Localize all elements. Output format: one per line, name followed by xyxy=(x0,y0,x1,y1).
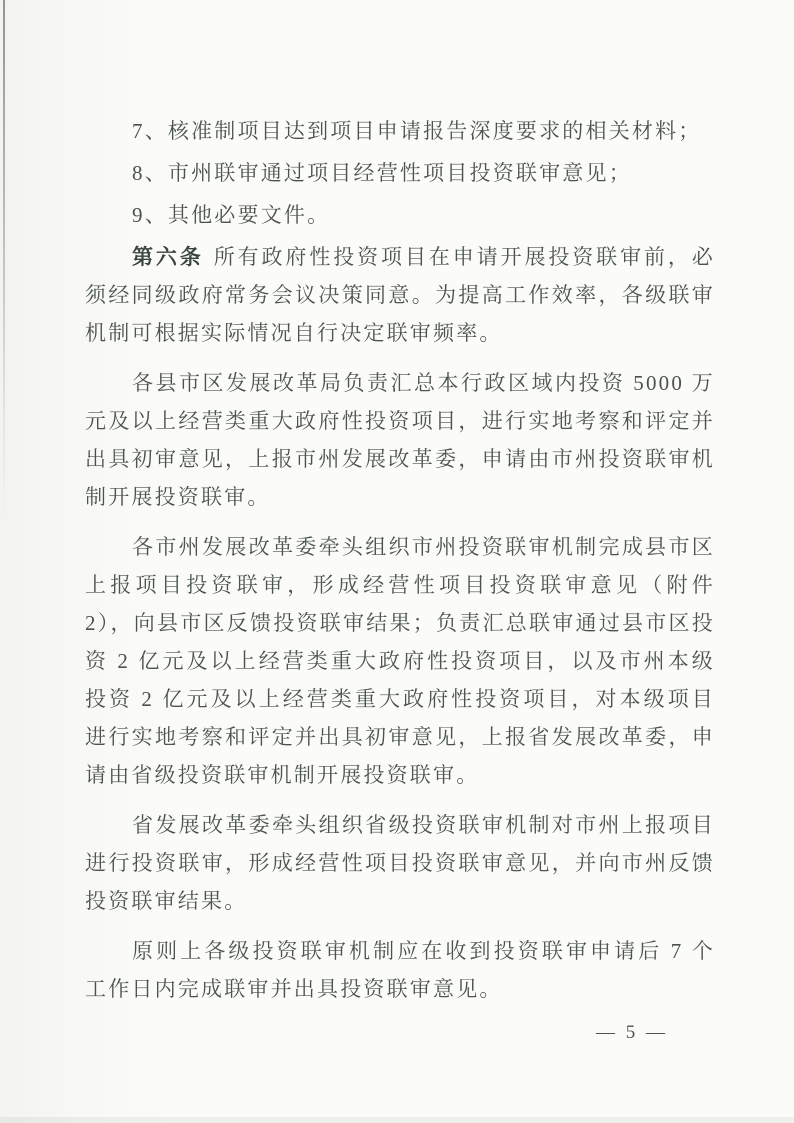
list-item-7: 7、核准制项目达到项目申请报告深度要求的相关材料； xyxy=(132,119,702,143)
body-paragraph-county-level: 各县市区发展改革局负责汇总本行政区域内投资 5000 万元及以上经营类重大政府性投资项目，进行实地考察和评定并出具初审意见，上报市州发展改革委，申请由市州投资联审机制开展投资联审。 xyxy=(85,371,715,509)
scan-bottom-artifact xyxy=(0,1117,794,1123)
article-6-paragraph xyxy=(85,238,715,352)
article-6-number: 第六条 xyxy=(132,245,204,269)
page-content xyxy=(85,112,715,1020)
body-paragraph-province-level: 省发展改革委牵头组织省级投资联审机制对市州上报项目进行投资联审，形成经营性项目投资联审意见，并向市州反馈投资联审结果。 xyxy=(85,813,715,913)
body-paragraph-time-limit: 原则上各级投资联审机制应在收到投资联审申请后 7 个工作日内完成联审并出具投资联审意见。 xyxy=(85,939,715,1001)
list-item-8: 8、市州联审通过项目经营性项目投资联审意见； xyxy=(132,161,632,185)
article-6-text: 所有政府性投资项目在申请开展投资联审前，必须经同级政府常务会议决策同意。为提高工作效率，各级联审机制可根据实际情况自行决定联审频率。 xyxy=(85,245,715,345)
list-item-9: 9、其他必要文件。 xyxy=(132,203,331,227)
body-paragraph-city-level: 各市州发展改革委牵头组织市州投资联审机制完成县市区上报项目投资联审，形成经营性项目投资联审意见（附件 2），向县市区反馈投资联审结果；负责汇总联审通过县市区投资 2 亿元及以上经营类重大政府性投资项目，以及市州本级投资 2 亿元及以上经营类重大政府性投资项目，对本级项目进行实地考察和评定并出具初审意见，上报省发展改革委，申请由省级投资联审机制开展投资联审。 xyxy=(85,535,715,787)
scan-edge-artifact xyxy=(3,0,5,520)
page-number: — 5 — xyxy=(596,1022,668,1043)
